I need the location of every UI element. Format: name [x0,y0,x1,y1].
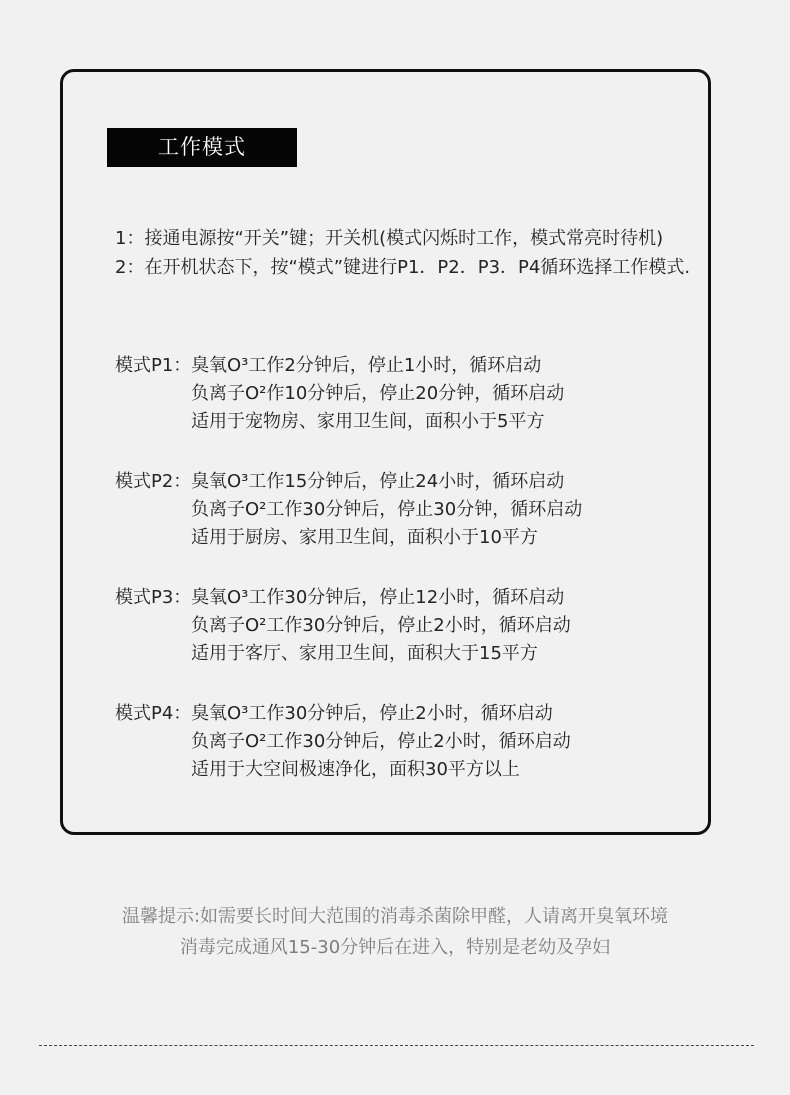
mode-description [191,468,695,552]
mode-line: 负离子O²作10分钟后，停止20分钟，循环启动 [191,383,565,404]
mode-list [115,352,695,816]
mode-line: 适用于厨房、家用卫生间，面积小于10平方 [191,527,538,548]
mode-line: 负离子O²工作30分钟后，停止30分钟，循环启动 [191,499,583,520]
mode-p2 [115,468,695,552]
notice-line: 消毒完成通风15-30分钟后在进入，特别是老幼及孕妇 [179,937,611,958]
mode-line: 适用于大空间极速净化，面积30平方以上 [191,759,520,780]
mode-label: 模式P3： [115,587,192,608]
mode-line: 负离子O²工作30分钟后，停止2小时，循环启动 [191,731,571,752]
mode-description [191,700,695,784]
mode-description [191,584,695,668]
mode-line: 臭氧O³工作2分钟后，停止1小时，循环启动 [191,355,542,376]
intro-text [115,224,695,282]
warning-notice [0,901,790,963]
mode-p1 [115,352,695,436]
mode-line: 适用于宠物房、家用卫生间，面积小于5平方 [191,411,545,432]
notice-line: 温馨提示:如需要长时间大范围的消毒杀菌除甲醛，人请离开臭氧环境 [121,906,669,927]
dashed-divider [39,1045,754,1046]
mode-description [191,352,695,436]
mode-line: 臭氧O³工作30分钟后，停止2小时，循环启动 [191,703,553,724]
mode-line: 臭氧O³工作30分钟后，停止12小时，循环启动 [191,587,565,608]
mode-label: 模式P4： [115,703,192,724]
mode-line: 负离子O²工作30分钟后，停止2小时，循环启动 [191,615,571,636]
mode-line: 适用于客厅、家用卫生间，面积大于15平方 [191,643,538,664]
intro-line: 2：在开机状态下，按“模式”键进行P1．P2．P3．P4循环选择工作模式. [115,257,691,278]
mode-p4 [115,700,695,784]
section-title: 工作模式 [107,128,297,167]
mode-label: 模式P2： [115,471,192,492]
intro-line: 1：接通电源按“开关”键；开关机(模式闪烁时工作，模式常亮时待机) [115,228,664,249]
mode-line: 臭氧O³工作15分钟后，停止24小时，循环启动 [191,471,565,492]
mode-p3 [115,584,695,668]
mode-label: 模式P1： [115,355,192,376]
